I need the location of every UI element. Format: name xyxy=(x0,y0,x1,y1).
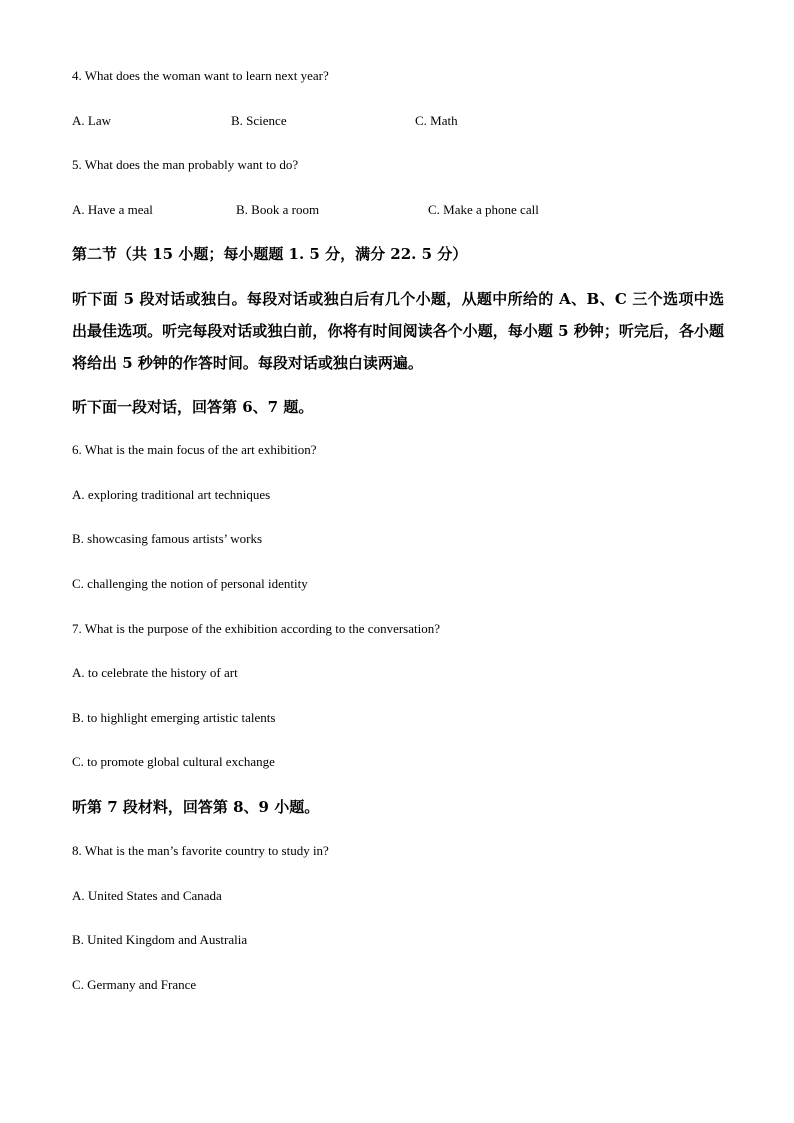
q5-option-c: C. Make a phone call xyxy=(428,202,539,217)
q7-option-a: A. to celebrate the history of art xyxy=(72,665,238,680)
q4-option-c: C. Math xyxy=(415,113,458,128)
section-2-instructions: 听下面 5 段对话或独白。每段对话或独白后有几个小题，从题中所给的 A、B、C 三个选项中选出最佳选项。听完每段对话或独白前，你将有时间阅读各个小题，每小题 5 秒钟；听完后，各小题将给出 5 秒钟的作答时间。每段对话或独白读两遍。 xyxy=(72,290,724,372)
question-8: 8. What is the man’s favorite country to study in? xyxy=(72,843,329,858)
q6-option-a: A. exploring traditional art techniques xyxy=(72,487,271,502)
section-2-title: 第二节（共 15 小题；每小题题 1. 5 分，满分 22. 5 分） xyxy=(72,245,468,263)
q6-option-c: C. challenging the notion of personal identity xyxy=(72,576,308,591)
question-7: 7. What is the purpose of the exhibition according to the conversation? xyxy=(72,621,440,636)
q4-option-a: A. Law xyxy=(72,113,111,128)
q8-option-b: B. United Kingdom and Australia xyxy=(72,932,248,947)
q8-option-c: C. Germany and France xyxy=(72,977,197,992)
q6-option-b: B. showcasing famous artists’ works xyxy=(72,531,263,546)
dialog-8-9-intro: 听第 7 段材料，回答第 8、9 小题。 xyxy=(72,798,320,816)
q7-option-b: B. to highlight emerging artistic talents xyxy=(72,710,276,725)
q5-option-b: B. Book a room xyxy=(236,202,320,217)
question-5: 5. What does the man probably want to do? xyxy=(72,157,299,172)
question-6: 6. What is the main focus of the art exhibition? xyxy=(72,442,317,457)
dialog-6-7-intro: 听下面一段对话，回答第 6、7 题。 xyxy=(72,398,314,416)
q5-option-a: A. Have a meal xyxy=(72,202,153,217)
question-4: 4. What does the woman want to learn next year? xyxy=(72,68,329,83)
q4-option-b: B. Science xyxy=(231,113,287,128)
q7-option-c: C. to promote global cultural exchange xyxy=(72,754,275,769)
q8-option-a: A. United States and Canada xyxy=(72,888,222,903)
